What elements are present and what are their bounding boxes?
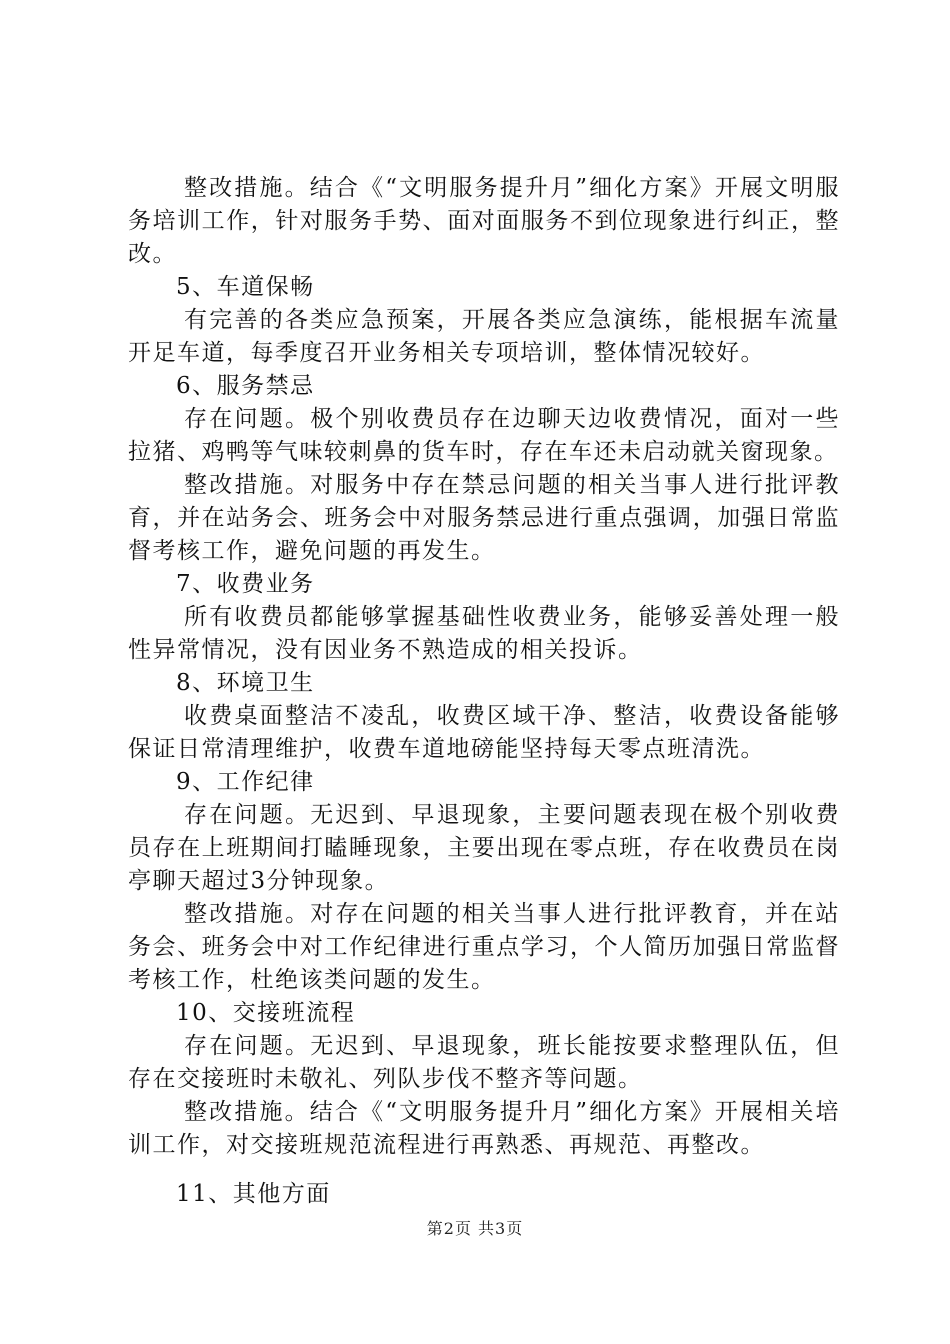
paragraph-toll-business: 所有收费员都能够掌握基础性收费业务，能够妥善处理一般性异常情况，没有因业务不熟造成的相关投诉。 (128, 604, 840, 663)
paragraph-rectification-6: 整改措施。对服务中存在禁忌问题的相关当事人进行批评教育，并在站务会、班务会中对服务禁忌进行重点强调，加强日常监督考核工作，避免问题的再发生。 (128, 472, 840, 564)
section-heading-8: 8、环境卫生 (176, 670, 315, 696)
paragraph-rectification-10: 整改措施。结合《“文明服务提升月”细化方案》开展相关培训工作，对交接班规范流程进行再熟悉、再规范、再整改。 (128, 1099, 840, 1158)
paragraph-spacer (128, 1162, 840, 1178)
section-heading-11: 11、其他方面 (176, 1181, 331, 1207)
section-heading-6: 6、服务禁忌 (176, 373, 315, 399)
section-heading-7: 7、收费业务 (176, 571, 315, 597)
paragraph-environment: 收费桌面整洁不凌乱，收费区域干净、整洁，收费设备能够保证日常清理维护，收费车道地磅能坚持每天零点班清洗。 (128, 703, 840, 762)
paragraph-rectification-1: 整改措施。结合《“文明服务提升月”细化方案》开展文明服务培训工作，针对服务手势、面对面服务不到位现象进行纠正，整改。 (128, 175, 840, 267)
paragraph-rectification-9: 整改措施。对存在问题的相关当事人进行批评教育，并在站务会、班务会中对工作纪律进行重点学习，个人简历加强日常监督考核工作，杜绝该类问题的发生。 (128, 901, 840, 993)
paragraph-problem-10: 存在问题。无迟到、早退现象，班长能按要求整理队伍，但存在交接班时未敬礼、列队步伐不整齐等问题。 (128, 1033, 840, 1092)
paragraph-problem-6: 存在问题。极个别收费员存在边聊天边收费情况，面对一些拉猪、鸡鸭等气味较刺鼻的货车时，存在车还未启动就关窗现象。 (128, 406, 840, 465)
paragraph-lane-clearance: 有完善的各类应急预案，开展各类应急演练，能根据车流量开足车道，每季度召开业务相关专项培训，整体情况较好。 (128, 307, 840, 366)
paragraph-problem-9: 存在问题。无迟到、早退现象，主要问题表现在极个别收费员存在上班期间打瞌睡现象，主要出现在零点班，存在收费员在岗亭聊天超过3分钟现象。 (128, 802, 840, 894)
document-body (128, 172, 840, 1211)
section-heading-10: 10、交接班流程 (176, 1000, 356, 1026)
page-footer: 第2页 共3页 (426, 1219, 524, 1238)
section-heading-9: 9、工作纪律 (176, 769, 315, 795)
section-heading-5: 5、车道保畅 (176, 274, 315, 300)
